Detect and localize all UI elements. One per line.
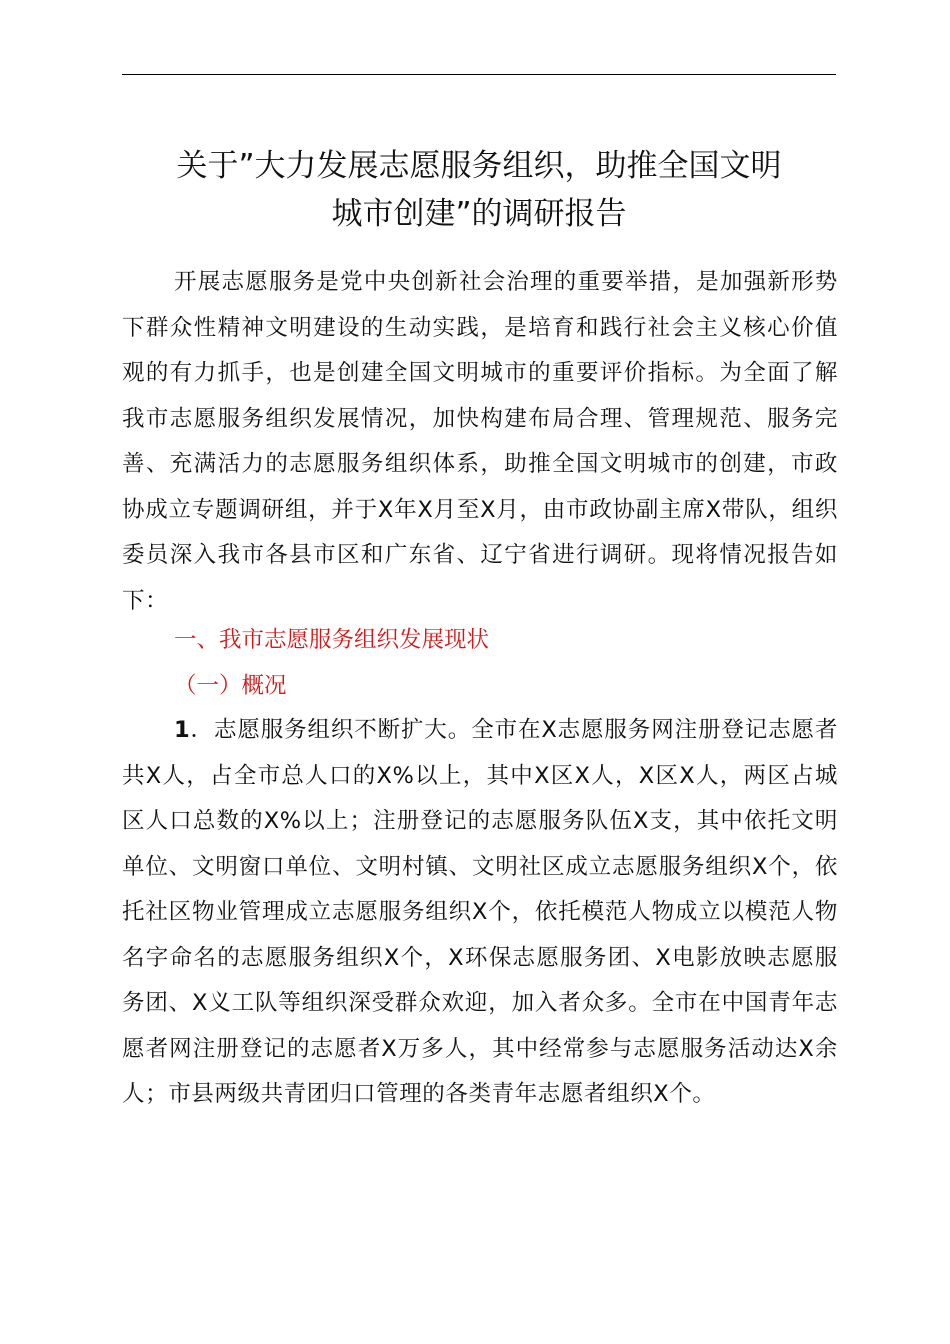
section-1-heading: 一、我市志愿服务组织发展现状 xyxy=(174,627,490,653)
item-1-text: ．志愿服务组织不断扩大。全市在X志愿服务网注册登记志愿者共X人，占全市总人口的X%以上，其中X区X人，X区X人，两区占城区人口总数的X%以上；注册登记的志愿服务队伍X支，其中依托文明单位、文明窗口单位、文明村镇、文明社区成立志愿服务组织X个，依托社区物业管理成立志愿服务组织X个，依托模范人物成立以模范人物名字命名的志愿服务组织X个，X环保志愿服务团、X电影放映志愿服务团、X义工队等组织深受群众欢迎，加入者众多。全市在中国青年志愿者网注册登记的志愿者X万多人，其中经常参与志愿服务活动达X余人；市县两级共青团归口管理的各类青年志愿者组织X个。 xyxy=(122,717,838,1107)
title-line-2: 城市创建”的调研报告 xyxy=(331,196,627,232)
header-rule xyxy=(122,74,836,75)
subsection-1-heading: （一）概况 xyxy=(174,673,287,699)
item-1-number: 1 xyxy=(174,717,191,743)
intro-paragraph: 开展志愿服务是党中央创新社会治理的重要举措，是加强新形势下群众性精神文明建设的生动实践，是培育和践行社会主义核心价值观的有力抓手，也是创建全国文明城市的重要评价指标。为全面了解我市志愿服务组织发展情况，加快构建布局合理、管理规范、服务完善、充满活力的志愿服务组织体系，助推全国文明城市的创建，市政协成立专题调研组，并于X年X月至X月，由市政协副主席X带队，组织委员深入我市各县市区和广东省、辽宁省进行调研。现将情况报告如下： xyxy=(122,269,838,614)
title-line-1: 关于”大力发展志愿服务组织，助推全国文明 xyxy=(176,148,782,184)
document-title xyxy=(122,142,836,238)
item-1-paragraph xyxy=(122,708,838,1118)
